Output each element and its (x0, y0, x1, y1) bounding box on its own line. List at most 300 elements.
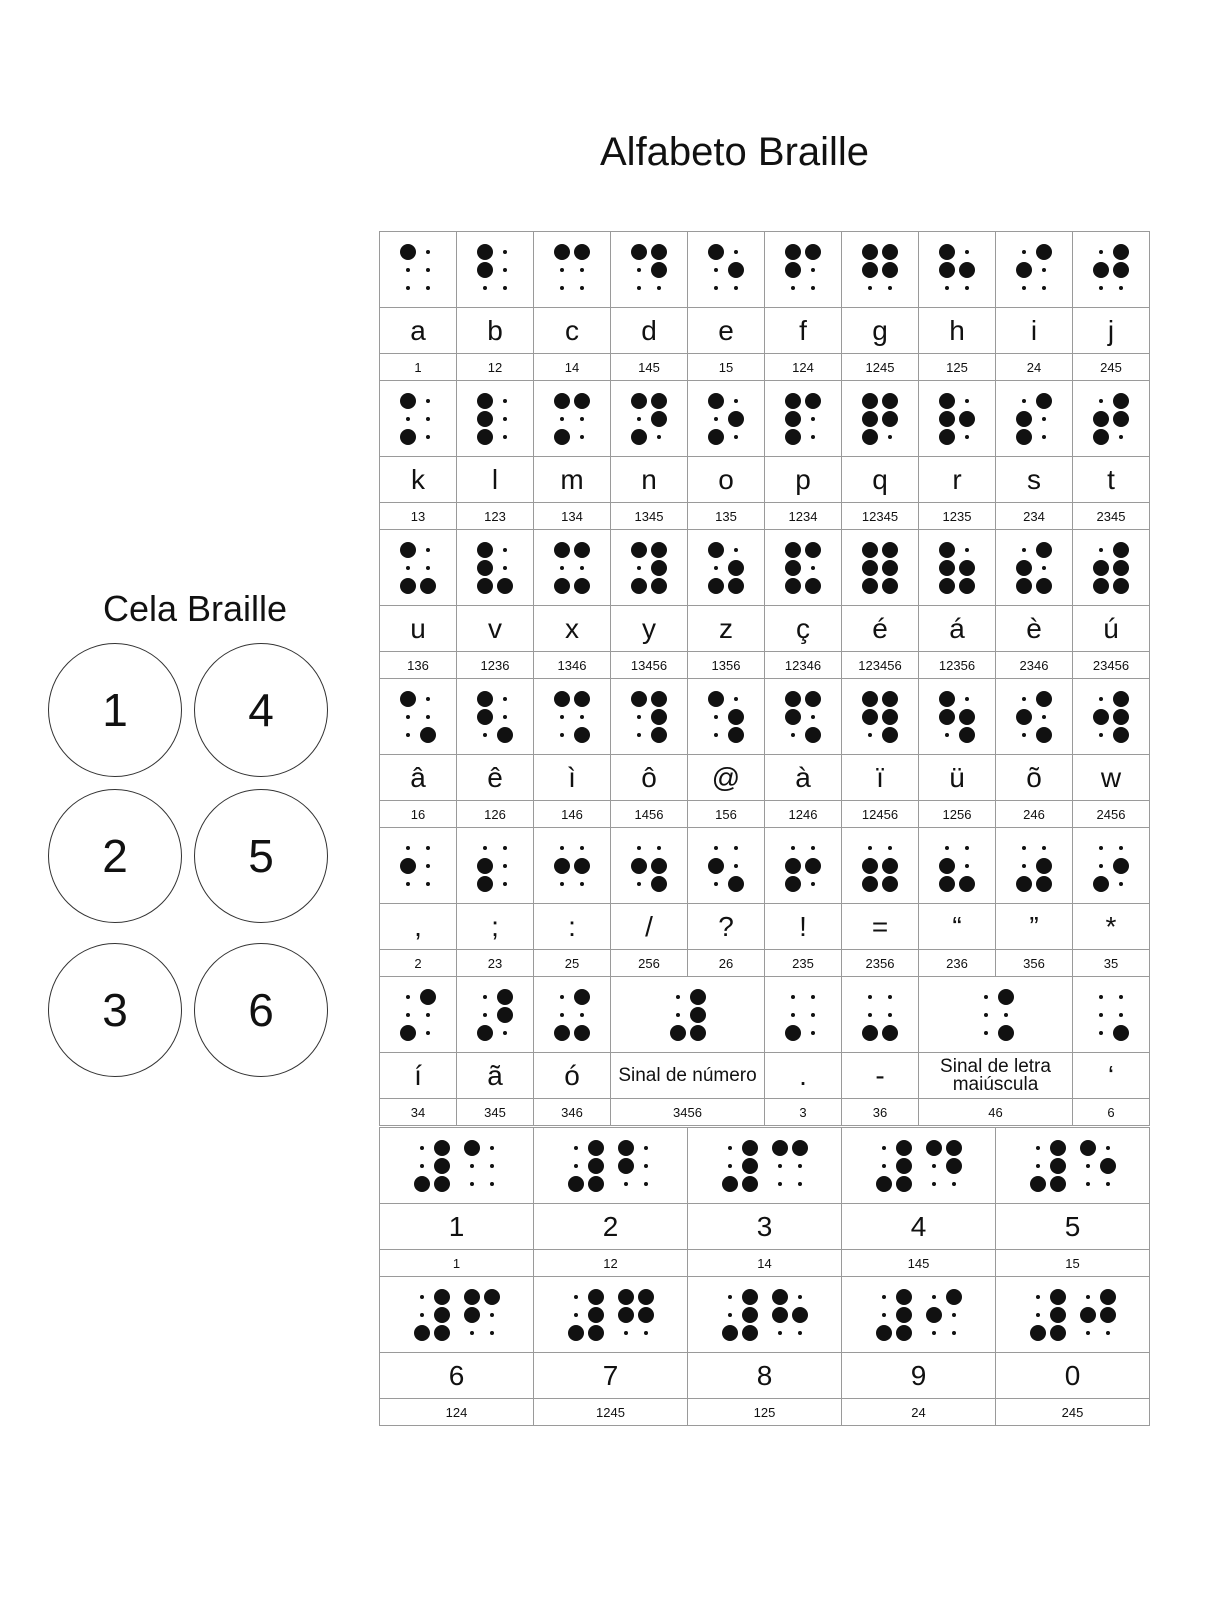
character-label: ã (456, 1052, 534, 1099)
braille-cell (862, 840, 898, 892)
flat-dot (426, 548, 430, 552)
flat-dot (714, 268, 718, 272)
flat-dot (503, 435, 507, 439)
character-label: i (995, 307, 1073, 354)
page-title: Alfabeto Braille (600, 130, 870, 174)
raised-dot (708, 578, 724, 594)
raised-dot (400, 244, 416, 260)
raised-dot (939, 560, 955, 576)
flat-dot (1099, 399, 1103, 403)
flat-dot (1106, 1331, 1110, 1335)
raised-dot (574, 1025, 590, 1041)
flat-dot (560, 846, 564, 850)
character-label: t (1072, 456, 1150, 503)
dot-numbers: 3 (764, 1098, 842, 1126)
braille-cell (414, 1289, 450, 1341)
flat-dot (1022, 399, 1026, 403)
flat-dot (1022, 697, 1026, 701)
braille-cell (939, 393, 975, 445)
dot-numbers: 345 (456, 1098, 534, 1126)
raised-dot (651, 709, 667, 725)
flat-dot (728, 1295, 732, 1299)
flat-dot (1099, 286, 1103, 290)
flat-dot (503, 697, 507, 701)
flat-dot (965, 697, 969, 701)
raised-dot (939, 578, 955, 594)
character-label: 2 (533, 1203, 688, 1250)
raised-dot (574, 691, 590, 707)
braille-cell (568, 1289, 604, 1341)
dot-numbers: 12456 (841, 800, 919, 828)
raised-dot (434, 1307, 450, 1323)
braille-cell (568, 1140, 604, 1192)
character-label: 6 (379, 1352, 534, 1399)
braille-pattern (533, 231, 611, 308)
raised-dot (896, 1325, 912, 1341)
raised-dot (400, 542, 416, 558)
flat-dot (420, 1295, 424, 1299)
dot-numbers: 12346 (764, 651, 842, 679)
braille-pattern (687, 827, 765, 904)
braille-cell (464, 1289, 500, 1341)
braille-pattern (687, 231, 765, 308)
flat-dot (483, 286, 487, 290)
dot-numbers: 24 (995, 353, 1073, 381)
raised-dot (959, 876, 975, 892)
braille-pattern (610, 827, 688, 904)
dot-numbers: 2 (379, 949, 457, 977)
flat-dot (426, 715, 430, 719)
raised-dot (862, 876, 878, 892)
dot-numbers: 1246 (764, 800, 842, 828)
cela-dot-2: 2 (48, 789, 182, 923)
raised-dot (805, 578, 821, 594)
flat-dot (932, 1331, 936, 1335)
raised-dot (690, 989, 706, 1005)
flat-dot (426, 286, 430, 290)
flat-dot (644, 1146, 648, 1150)
raised-dot (939, 709, 955, 725)
character-label: ê (456, 754, 534, 801)
braille-cell (1080, 1140, 1116, 1192)
raised-dot (1113, 244, 1129, 260)
braille-pattern (918, 678, 996, 755)
character-label: m (533, 456, 611, 503)
flat-dot (952, 1331, 956, 1335)
raised-dot (588, 1140, 604, 1156)
raised-dot (1036, 727, 1052, 743)
raised-dot (400, 1025, 416, 1041)
flat-dot (574, 1295, 578, 1299)
raised-dot (1036, 578, 1052, 594)
cela-dot-5: 5 (194, 789, 328, 923)
flat-dot (1119, 846, 1123, 850)
flat-dot (714, 846, 718, 850)
flat-dot (560, 1013, 564, 1017)
raised-dot (1093, 709, 1109, 725)
raised-dot (1036, 393, 1052, 409)
flat-dot (470, 1164, 474, 1168)
braille-cell (1016, 840, 1052, 892)
flat-dot (798, 1295, 802, 1299)
flat-dot (503, 399, 507, 403)
dot-numbers: 1346 (533, 651, 611, 679)
character-label: w (1072, 754, 1150, 801)
raised-dot (882, 727, 898, 743)
braille-cell (708, 244, 744, 296)
raised-dot (772, 1140, 788, 1156)
flat-dot (1036, 1164, 1040, 1168)
braille-pattern (841, 231, 919, 308)
flat-dot (811, 846, 815, 850)
raised-dot (728, 709, 744, 725)
character-label: u (379, 605, 457, 652)
raised-dot (574, 989, 590, 1005)
raised-dot (554, 244, 570, 260)
dot-numbers: 1 (379, 353, 457, 381)
flat-dot (888, 435, 892, 439)
dot-numbers: 125 (687, 1398, 842, 1426)
flat-dot (811, 435, 815, 439)
raised-dot (946, 1140, 962, 1156)
raised-dot (618, 1140, 634, 1156)
braille-pattern (533, 1276, 688, 1353)
raised-dot (708, 858, 724, 874)
character-label: @ (687, 754, 765, 801)
flat-dot (714, 733, 718, 737)
flat-dot (811, 995, 815, 999)
braille-cell (708, 691, 744, 743)
flat-dot (1086, 1182, 1090, 1186)
flat-dot (426, 250, 430, 254)
raised-dot (631, 244, 647, 260)
flat-dot (420, 1146, 424, 1150)
raised-dot (568, 1176, 584, 1192)
braille-cell (400, 691, 436, 743)
flat-dot (490, 1164, 494, 1168)
raised-dot (631, 858, 647, 874)
raised-dot (862, 560, 878, 576)
flat-dot (426, 697, 430, 701)
dot-numbers: 245 (1072, 353, 1150, 381)
raised-dot (805, 244, 821, 260)
character-label: - (841, 1052, 919, 1099)
raised-dot (1113, 709, 1129, 725)
raised-dot (574, 244, 590, 260)
raised-dot (1036, 858, 1052, 874)
raised-dot (1016, 560, 1032, 576)
raised-dot (1093, 429, 1109, 445)
raised-dot (651, 542, 667, 558)
raised-dot (554, 691, 570, 707)
flat-dot (734, 697, 738, 701)
flat-dot (734, 399, 738, 403)
flat-dot (778, 1182, 782, 1186)
raised-dot (651, 560, 667, 576)
braille-pattern (610, 678, 688, 755)
braille-cell (1080, 1289, 1116, 1341)
flat-dot (503, 1031, 507, 1035)
braille-cell (618, 1289, 654, 1341)
character-label: 5 (995, 1203, 1150, 1250)
braille-pattern (1072, 231, 1150, 308)
flat-dot (637, 417, 641, 421)
raised-dot (1016, 429, 1032, 445)
flat-dot (574, 1313, 578, 1317)
flat-dot (952, 1313, 956, 1317)
dot-numbers: 12356 (918, 651, 996, 679)
flat-dot (798, 1331, 802, 1335)
raised-dot (785, 429, 801, 445)
raised-dot (638, 1307, 654, 1323)
flat-dot (965, 864, 969, 868)
flat-dot (1119, 882, 1123, 886)
flat-dot (791, 1013, 795, 1017)
flat-dot (1119, 435, 1123, 439)
raised-dot (574, 578, 590, 594)
flat-dot (965, 435, 969, 439)
raised-dot (1113, 578, 1129, 594)
flat-dot (470, 1331, 474, 1335)
raised-dot (708, 429, 724, 445)
raised-dot (464, 1289, 480, 1305)
flat-dot (798, 1182, 802, 1186)
braille-pattern (1072, 529, 1150, 606)
flat-dot (503, 566, 507, 570)
flat-dot (1099, 864, 1103, 868)
braille-cell (862, 542, 898, 594)
raised-dot (708, 542, 724, 558)
flat-dot (1042, 715, 1046, 719)
raised-dot (805, 858, 821, 874)
braille-cell (554, 542, 590, 594)
flat-dot (1119, 286, 1123, 290)
raised-dot (772, 1307, 788, 1323)
flat-dot (560, 995, 564, 999)
character-label: y (610, 605, 688, 652)
dot-numbers: 36 (841, 1098, 919, 1126)
character-label: ; (456, 903, 534, 950)
flat-dot (503, 715, 507, 719)
braille-cell (862, 393, 898, 445)
raised-dot (728, 560, 744, 576)
flat-dot (406, 882, 410, 886)
raised-dot (631, 578, 647, 594)
raised-dot (631, 393, 647, 409)
flat-dot (426, 268, 430, 272)
raised-dot (785, 411, 801, 427)
braille-pattern (1072, 827, 1150, 904)
dot-numbers: 35 (1072, 949, 1150, 977)
raised-dot (926, 1140, 942, 1156)
raised-dot (477, 393, 493, 409)
raised-dot (400, 691, 416, 707)
braille-cell (772, 1289, 808, 1341)
raised-dot (959, 727, 975, 743)
flat-dot (676, 995, 680, 999)
raised-dot (477, 709, 493, 725)
raised-dot (554, 429, 570, 445)
flat-dot (1099, 1013, 1103, 1017)
flat-dot (932, 1295, 936, 1299)
raised-dot (434, 1158, 450, 1174)
character-label: Sinal de letra maiúscula (918, 1052, 1073, 1099)
flat-dot (574, 1164, 578, 1168)
braille-cell (400, 542, 436, 594)
braille-cell (477, 244, 513, 296)
dot-numbers: 124 (764, 353, 842, 381)
raised-dot (1100, 1289, 1116, 1305)
braille-pattern (687, 380, 765, 457)
dot-numbers: 125 (918, 353, 996, 381)
character-label: ” (995, 903, 1073, 950)
raised-dot (1036, 876, 1052, 892)
raised-dot (959, 578, 975, 594)
flat-dot (734, 864, 738, 868)
flat-dot (637, 286, 641, 290)
flat-dot (560, 882, 564, 886)
braille-pattern (533, 380, 611, 457)
raised-dot (959, 560, 975, 576)
dot-numbers: 234 (995, 502, 1073, 530)
flat-dot (984, 1013, 988, 1017)
braille-cell (414, 1140, 450, 1192)
braille-pattern (841, 380, 919, 457)
braille-cell (400, 244, 436, 296)
raised-dot (939, 691, 955, 707)
raised-dot (785, 560, 801, 576)
character-label: f (764, 307, 842, 354)
raised-dot (896, 1176, 912, 1192)
dot-numbers: 23 (456, 949, 534, 977)
character-label: n (610, 456, 688, 503)
character-label: x (533, 605, 611, 652)
raised-dot (742, 1158, 758, 1174)
raised-dot (497, 1007, 513, 1023)
flat-dot (406, 417, 410, 421)
raised-dot (876, 1325, 892, 1341)
raised-dot (946, 1289, 962, 1305)
flat-dot (426, 864, 430, 868)
raised-dot (434, 1176, 450, 1192)
flat-dot (644, 1164, 648, 1168)
flat-dot (1022, 733, 1026, 737)
character-label: 4 (841, 1203, 996, 1250)
raised-dot (1100, 1158, 1116, 1174)
raised-dot (1050, 1325, 1066, 1341)
character-label: 9 (841, 1352, 996, 1399)
flat-dot (637, 268, 641, 272)
flat-dot (778, 1164, 782, 1168)
dot-numbers: 235 (764, 949, 842, 977)
braille-pattern (379, 976, 457, 1053)
flat-dot (420, 1313, 424, 1317)
dot-numbers: 146 (533, 800, 611, 828)
character-label: â (379, 754, 457, 801)
flat-dot (945, 733, 949, 737)
dot-numbers: 145 (841, 1249, 996, 1277)
flat-dot (1042, 286, 1046, 290)
flat-dot (882, 1313, 886, 1317)
flat-dot (1042, 417, 1046, 421)
character-label: ó (533, 1052, 611, 1099)
raised-dot (1016, 411, 1032, 427)
flat-dot (426, 1013, 430, 1017)
flat-dot (1022, 250, 1026, 254)
flat-dot (791, 995, 795, 999)
character-label: á (918, 605, 996, 652)
raised-dot (1113, 560, 1129, 576)
flat-dot (714, 715, 718, 719)
raised-dot (1113, 858, 1129, 874)
flat-dot (811, 1013, 815, 1017)
dot-numbers: 2345 (1072, 502, 1150, 530)
raised-dot (477, 858, 493, 874)
raised-dot (785, 876, 801, 892)
flat-dot (490, 1182, 494, 1186)
flat-dot (483, 733, 487, 737)
flat-dot (624, 1331, 628, 1335)
raised-dot (1050, 1140, 1066, 1156)
braille-pattern (1072, 976, 1150, 1053)
flat-dot (868, 733, 872, 737)
raised-dot (742, 1325, 758, 1341)
braille-cell (708, 393, 744, 445)
character-label: e (687, 307, 765, 354)
raised-dot (722, 1176, 738, 1192)
dot-numbers: 124 (379, 1398, 534, 1426)
flat-dot (734, 250, 738, 254)
braille-cell (939, 244, 975, 296)
braille-pattern (841, 678, 919, 755)
raised-dot (1036, 542, 1052, 558)
character-label: o (687, 456, 765, 503)
flat-dot (1086, 1295, 1090, 1299)
raised-dot (1113, 393, 1129, 409)
raised-dot (1080, 1307, 1096, 1323)
raised-dot (554, 542, 570, 558)
raised-dot (896, 1289, 912, 1305)
braille-cell (939, 542, 975, 594)
raised-dot (477, 411, 493, 427)
flat-dot (426, 846, 430, 850)
raised-dot (785, 691, 801, 707)
raised-dot (722, 1325, 738, 1341)
braille-pattern (764, 231, 842, 308)
raised-dot (400, 393, 416, 409)
flat-dot (560, 417, 564, 421)
raised-dot (618, 1289, 634, 1305)
braille-cell (926, 1140, 962, 1192)
braille-cell (477, 989, 513, 1041)
braille-cell (1093, 244, 1129, 296)
flat-dot (965, 286, 969, 290)
raised-dot (554, 858, 570, 874)
character-label: õ (995, 754, 1073, 801)
braille-pattern (764, 529, 842, 606)
flat-dot (811, 268, 815, 272)
raised-dot (638, 1289, 654, 1305)
character-label: d (610, 307, 688, 354)
flat-dot (503, 286, 507, 290)
braille-pattern (764, 827, 842, 904)
braille-cell (477, 691, 513, 743)
braille-pattern (841, 1276, 996, 1353)
raised-dot (785, 709, 801, 725)
raised-dot (631, 429, 647, 445)
dot-numbers: 46 (918, 1098, 1073, 1126)
braille-pattern (456, 380, 534, 457)
